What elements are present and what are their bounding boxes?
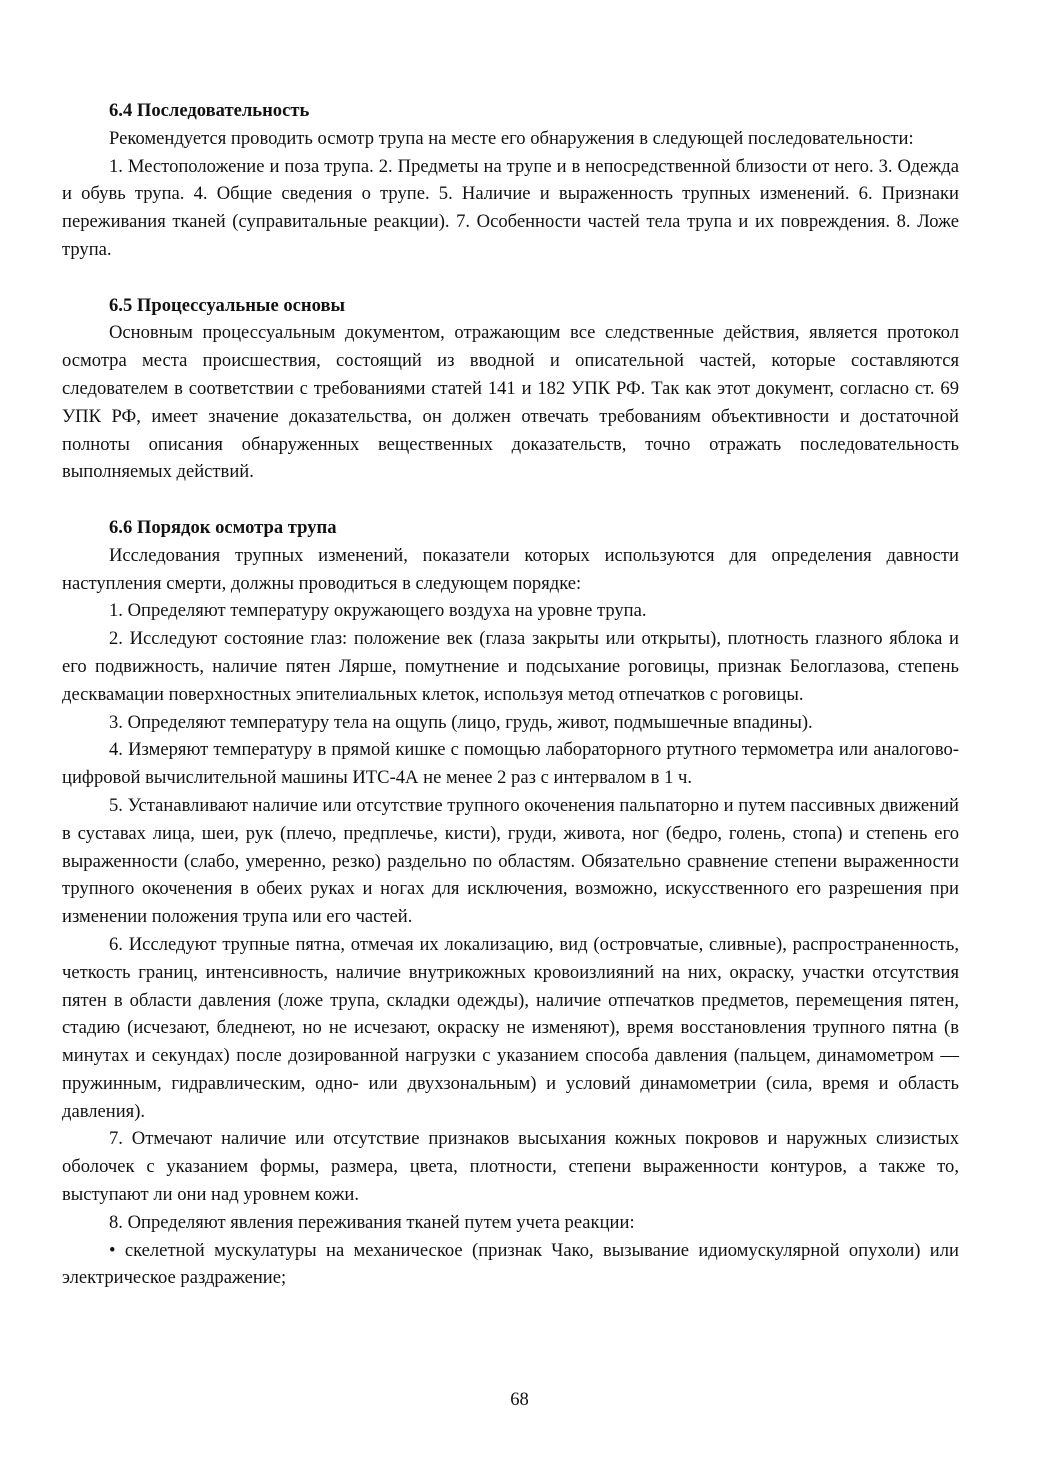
page-number: 68 <box>510 1389 529 1410</box>
section-heading: 6.6 Порядок осмотра трупа <box>109 516 337 538</box>
bullet-item: • скелетной мускулатуры на механическое (признак Чако, вызывание идиомускулярной опухоли) или электрическое раздражение; <box>62 1239 959 1289</box>
paragraph: Рекомендуется проводить осмотр трупа на месте его обнаружения в следующей последовательности: <box>109 127 914 149</box>
document-page <box>62 97 959 1292</box>
paragraph: Исследования трупных изменений, показатели которых используются для определения давности наступления смерти, должны проводиться в следующем порядке: <box>62 544 959 594</box>
section-heading: 6.4 Последовательность <box>109 100 310 121</box>
section-6-6 <box>62 514 959 1292</box>
section-6-4 <box>62 97 959 264</box>
paragraph: 1. Местоположение и поза трупа. 2. Предметы на трупе и в непосредственной близости от него. 3. Одежда и обувь трупа. 4. Общие сведения о трупе. 5. Наличие и выраженность трупных изменений. 6. Признаки переживания тканей (суправитальные реакции). 7. Особенности частей тела трупа и их повреждения. 8. Ложе трупа. <box>62 155 959 260</box>
list-item: 6. Исследуют трупные пятна, отмечая их локализацию, вид (островчатые, сливные), распространенность, четкость границ, интенсивность, наличие внутрикожных кровоизлияний на них, окраску, участки отсутствия пятен в области давления (ложе трупа, складки одежды), наличие отпечатков предметов, перемещения пятен, стадию (исчезают, бледнеют, но не исчезают, окраску не изменяют), время восстановления трупного пятна (в минутах и секундах) после дозированной нагрузки с указанием способа давления (пальцем, динамометром — пружинным, гидравлическим, одно- или двухзональным) и условий динамометрии (сила, время и область давления). <box>62 933 959 1122</box>
list-item: 5. Устанавливают наличие или отсутствие трупного окоченения пальпаторно и путем пассивных движений в суставах лица, шеи, рук (плечо, предплечье, кисти), груди, живота, ног (бедро, голень, стопа) и степень его выраженности (слабо, умеренно, резко) раздельно по областям. Обязательно сравнение степени выраженности трупного окоченения в обеих руках и ногах для исключения, возможно, искусственного его разрешения при изменении положения трупа или его частей. <box>62 794 959 928</box>
list-item: 3. Определяют температуру тела на ощупь (лицо, грудь, живот, подмышечные впадины). <box>109 711 813 733</box>
paragraph: Основным процессуальным документом, отражающим все следственные действия, является протокол осмотра места происшествия, состоящий из вводной и описательной частей, которые составляются следователем в соответствии с требованиями статей 141 и 182 УПК РФ. Так как этот документ, согласно ст. 69 УПК РФ, имеет значение доказательства, он должен отвечать требованиям объективности и достаточной полноты описания обнаруженных вещественных доказательств, точно отражать последовательность выполняемых действий. <box>62 322 959 483</box>
list-item: 8. Определяют явления переживания тканей путем учета реакции: <box>109 1211 635 1233</box>
section-heading: 6.5 Процессуальные основы <box>109 294 346 316</box>
list-item: 1. Определяют температуру окружающего воздуха на уровне трупа. <box>109 600 647 622</box>
section-6-5 <box>62 292 959 487</box>
list-item: 4. Измеряют температуру в прямой кишке с помощью лабораторного ртутного термометра или аналогово-цифровой вычислительной машины ИТС-4А не менее 2 раз с интервалом в 1 ч. <box>62 739 959 789</box>
list-item: 7. Отмечают наличие или отсутствие признаков высыхания кожных покровов и наружных слизистых оболочек с указанием формы, размера, цвета, плотности, степени выраженности контуров, а также то, выступают ли они над уровнем кожи. <box>62 1128 959 1206</box>
list-item: 2. Исследуют состояние глаз: положение век (глаза закрыты или открыты), плотность глазного яблока и его подвижность, наличие пятен Лярше, помутнение и подсыхание роговицы, признак Белоглазова, степень десквамации поверхностных эпителиальных клеток, используя метод отпечатков с роговицы. <box>62 628 959 705</box>
